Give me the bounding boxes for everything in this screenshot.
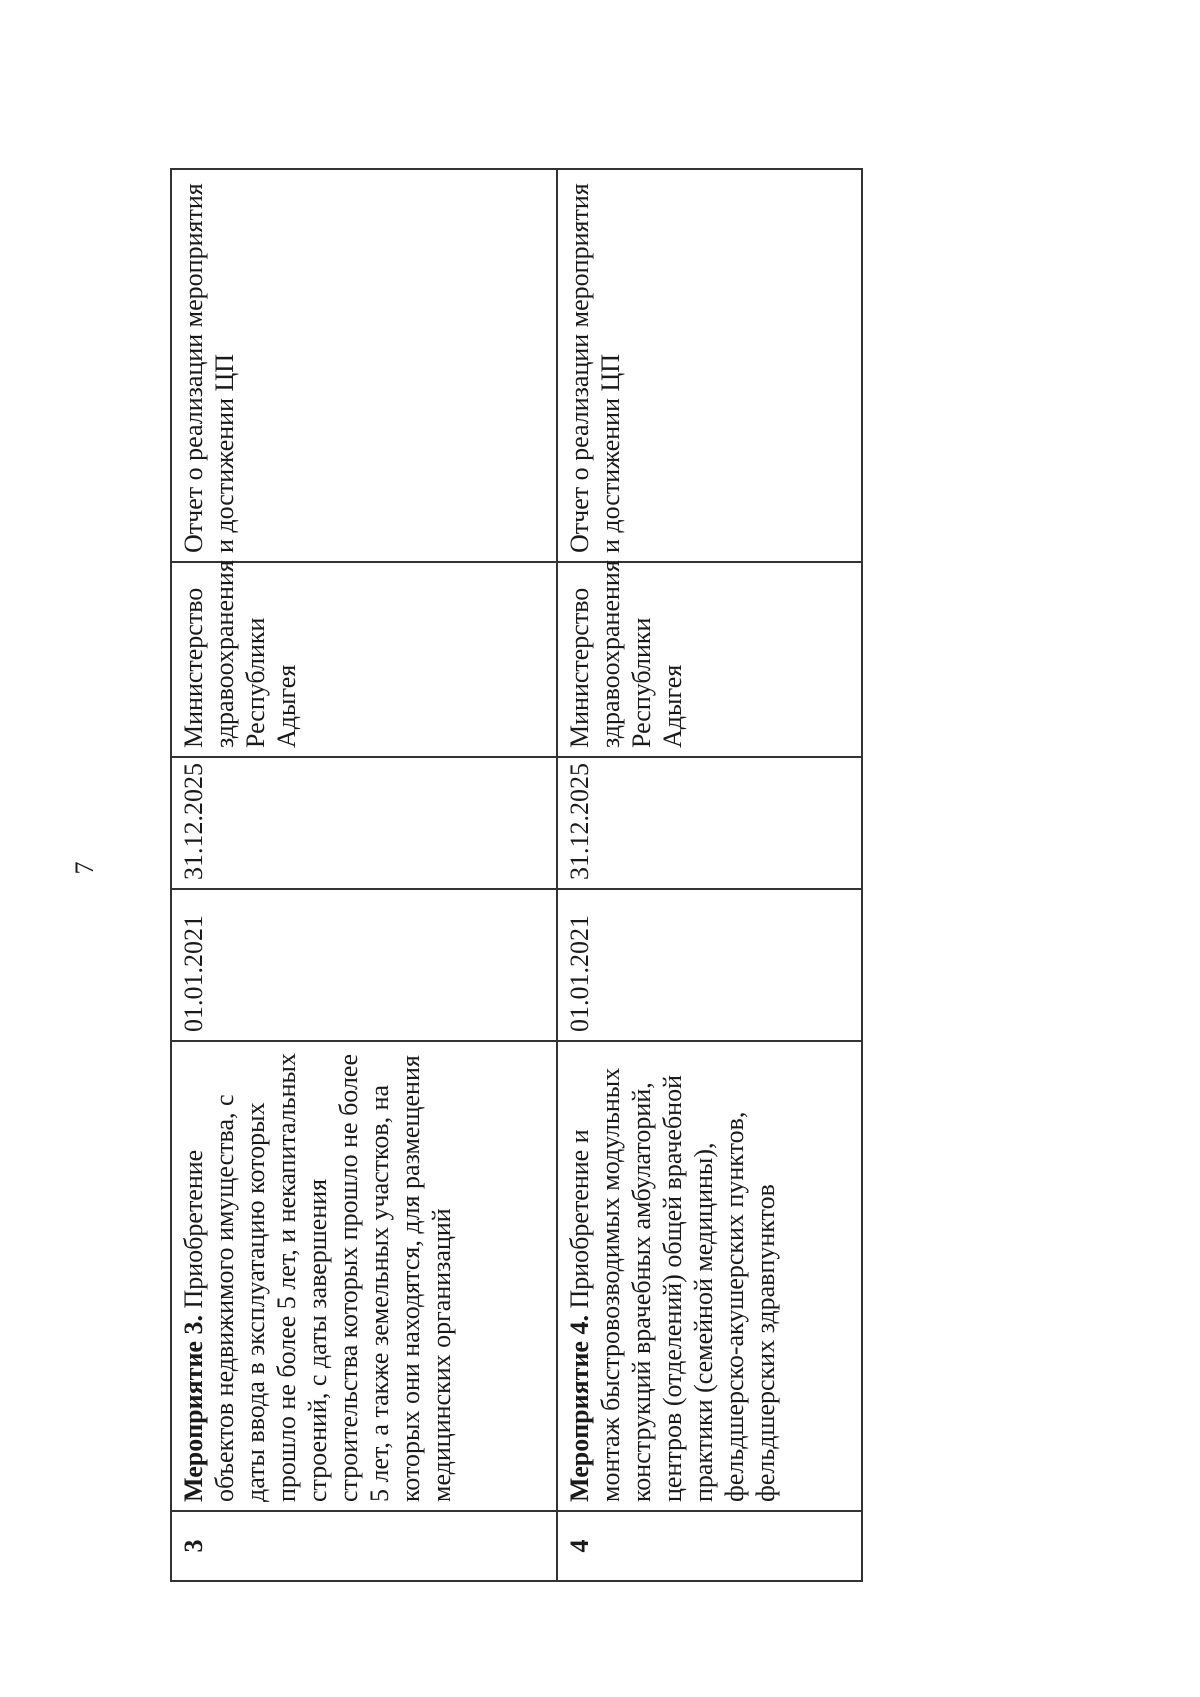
row-number: 3 [171,1511,557,1581]
page-number: 7 [70,861,99,875]
responsible-executor: Министерство здравоохранения Республики Адыгея [171,562,557,757]
row-number: 4 [557,1511,862,1581]
measures-table [170,170,863,1582]
start-date: 01.01.2021 [557,889,862,1041]
measure-title: Мероприятие 3. [179,1315,208,1502]
table-row [171,169,557,1581]
end-date: 31.12.2025 [171,757,557,889]
measure-cell [557,1041,862,1511]
measure-description: Приобретение объектов недвижимого имущества, с даты ввода в эксплуатацию которых прошло не более 5 лет, и некапитальных строений, с даты завершения строительства которых прошло не более 5 лет, а также земельных участков, на которых они находятся, для размещения медицинских организаций [179,1052,456,1502]
start-date: 01.01.2021 [171,889,557,1041]
expected-result: Отчет о реализации мероприятия и достижении ЦП [557,169,862,562]
measure-description: Приобретение и монтаж быстровозводимых модульных конструкций врачебных амбулаторий, центров (отделений) общей врачебной практики (семейной медицины), фельдшерско-акушерских пунктов, фельдшерских здравпунктов [565,1067,781,1502]
end-date: 31.12.2025 [557,757,862,889]
responsible-executor: Министерство здравоохранения Республики Адыгея [557,562,862,757]
expected-result: Отчет о реализации мероприятия и достижении ЦП [171,169,557,562]
measure-cell [171,1041,557,1511]
measure-title: Мероприятие 4. [565,1315,595,1502]
table-row [557,169,862,1581]
